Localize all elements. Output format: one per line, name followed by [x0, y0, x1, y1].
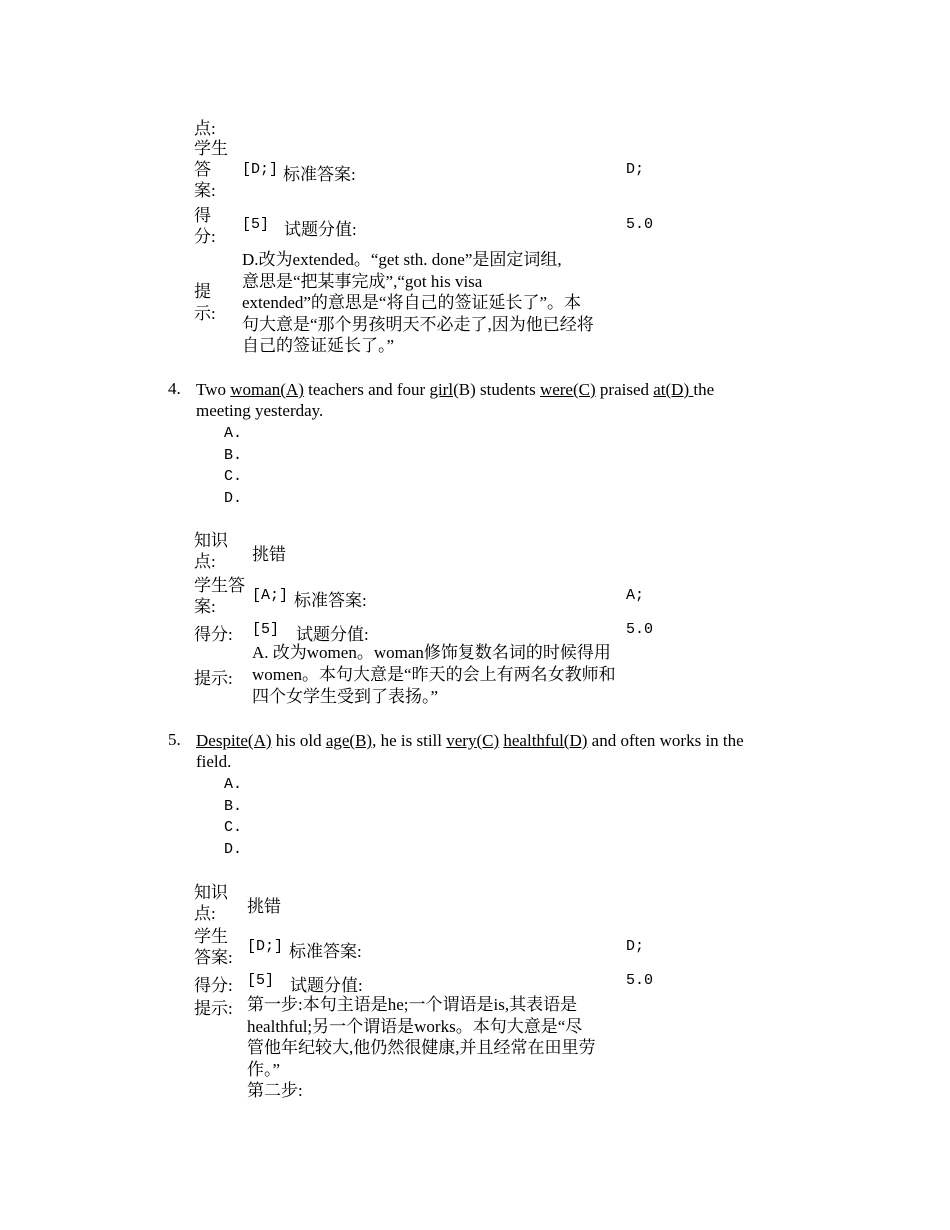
hint-line: A. 改为women。woman修饰复数名词的时候得用 [252, 643, 611, 662]
q4-value: 5.0 [626, 621, 654, 638]
q3-student-label: 学生 答 案: [194, 139, 228, 200]
q3-hint-text [242, 249, 594, 357]
hint-line: 作。” [247, 1059, 281, 1079]
q3-standard-answer-label: 标准答案: [283, 165, 356, 184]
hint-line: 第一步:本句主语是he;一个谓语是is,其表语是 [247, 995, 578, 1014]
option-a[interactable]: A. [224, 425, 243, 442]
q4-hint-text [252, 642, 616, 708]
option-c[interactable]: C. [224, 468, 243, 485]
option-c[interactable]: C. [224, 819, 243, 836]
option-d[interactable]: D. [224, 489, 243, 507]
q5-student-label: 学生 答案: [194, 927, 233, 967]
q4-hint-label: 提示: [194, 669, 233, 688]
hint-line: 四个女学生受到了表扬。” [252, 687, 439, 706]
q5-value: 5.0 [626, 972, 654, 989]
q5-standard-answer-label: 标准答案: [289, 942, 362, 961]
q5-standard-answer-value: D; [626, 938, 645, 955]
q4-number: 4. [168, 379, 181, 398]
hint-line: 意思是“把某事完成”,“got his visa [242, 271, 483, 291]
q3-knowledge-label-tail: 点: [194, 119, 216, 138]
q4-question-text: Two woman(A) teachers and four girl(B) students were(C) praised at(D) the meeting yesterday. [196, 380, 715, 420]
q4-knowledge-label: 知识 点: [194, 531, 228, 571]
hint-line: 句大意是“那个男孩明天不必走了,因为他已经将 [242, 314, 594, 334]
q4-score-label: 得分: [194, 625, 233, 644]
q4-options [224, 423, 242, 509]
q5-knowledge-label: 知识 点: [194, 883, 228, 923]
q3-score-label: 得 分: [194, 206, 216, 246]
q4-standard-answer-value: A; [626, 587, 645, 604]
q3-standard-answer-value: D; [626, 161, 645, 178]
q5-options [224, 774, 242, 860]
q5-hint-label: 提示: [194, 999, 233, 1018]
q5-score-label: 得分: [194, 976, 233, 995]
q3-student-answer: [D;] [242, 161, 279, 178]
q3-value: 5.0 [626, 216, 654, 233]
hint-line: 管他年纪较大,他仍然很健康,并且经常在田里劳 [247, 1038, 596, 1057]
q5-student-answer: [D;] [247, 938, 284, 955]
q4-student-answer: [A;] [252, 587, 289, 604]
q4-student-label: 学生答 案: [194, 576, 245, 616]
option-a[interactable]: A. [224, 776, 243, 793]
q5-knowledge-value: 挑错 [247, 897, 281, 916]
hint-line: D.改为extended。“get sth. done”是固定词组, [242, 250, 562, 269]
q4-standard-answer-label: 标准答案: [294, 591, 367, 610]
option-b[interactable]: B. [224, 797, 243, 815]
q4-score: [5] [252, 621, 280, 638]
q4-value-label: 试题分值: [296, 625, 369, 644]
q5-hint-text [247, 994, 596, 1102]
hint-line: healthful;另一个谓语是works。本句大意是“尽 [247, 1016, 583, 1036]
hint-line: extended”的意思是“将自己的签证延长了”。本 [242, 293, 581, 312]
q5-question-text: Despite(A) his old age(B), he is still very(C) healthful(D) and often works in the field. [196, 731, 744, 771]
hint-line: 第二步: [247, 1081, 303, 1100]
q3-hint-label: 提 示: [194, 282, 216, 323]
q3-value-label: 试题分值: [284, 220, 357, 239]
hint-line: women。本句大意是“昨天的会上有两名女教师和 [252, 665, 616, 684]
q5-number: 5. [168, 730, 181, 749]
option-d[interactable]: D. [224, 840, 243, 858]
option-b[interactable]: B. [224, 446, 243, 464]
q5-value-label: 试题分值: [290, 976, 363, 995]
q4-knowledge-value: 挑错 [252, 545, 286, 564]
q5-score: [5] [247, 972, 275, 989]
q3-score: [5] [242, 216, 270, 233]
hint-line: 自己的签证延长了。” [242, 336, 395, 355]
